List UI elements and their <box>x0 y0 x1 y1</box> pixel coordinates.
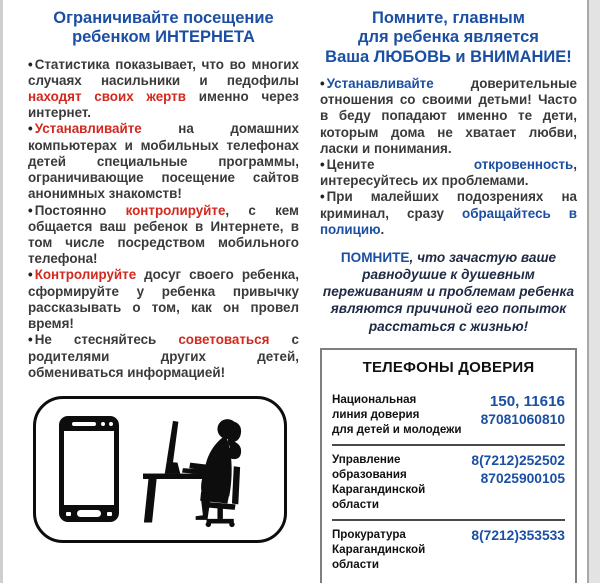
bullet-text: . <box>380 221 385 237</box>
phone-bottom-dot-left <box>66 512 71 516</box>
bullet-text: с родителями других детей, обмениваться информацией! <box>28 332 299 380</box>
bullet-highlight: Контролируйте <box>34 267 137 283</box>
hotline-label: Управление образования Карагандинской области <box>331 452 426 512</box>
reminder-lead: ПОМНИТЕ <box>340 250 410 266</box>
child-at-computer-icon <box>143 406 261 532</box>
bullet-item <box>28 57 299 122</box>
hotline-numbers <box>471 527 565 572</box>
leaflet-page <box>3 0 587 583</box>
hotline-number: 8(7212)252502 <box>471 452 565 468</box>
bullet-marker: • <box>28 121 33 137</box>
right-bullet-list <box>320 76 577 238</box>
bullet-item <box>28 267 299 332</box>
bullet-item <box>320 189 577 238</box>
bullet-marker: • <box>28 267 33 283</box>
hotlines-box <box>320 348 577 583</box>
hotlines-title: ТЕЛЕФОНЫ ДОВЕРИЯ <box>362 358 535 376</box>
bullet-highlight: контролируйте <box>125 202 226 218</box>
bullet-marker: • <box>319 156 325 172</box>
bullet-marker: • <box>28 56 33 72</box>
hotline-row <box>332 444 565 519</box>
hotline-number: 150, 11616 <box>489 392 565 410</box>
bullet-highlight: находят своих жертв <box>28 89 186 105</box>
bullet-text: , интересуйтесь их проблемами. <box>319 156 577 189</box>
bullet-text: именно через интернет. <box>28 89 299 121</box>
bullet-text: Статистика показывает, что во многих случаях насильники и педофилы <box>28 56 299 88</box>
bullet-item <box>28 203 299 268</box>
hotline-number: 87081060810 <box>480 412 565 428</box>
phone-speaker <box>72 422 96 426</box>
bullet-text: доверительные отношения со своими детьми! Часто в беду попадают именно те дети, которым дома не хватает любви, ласки и понимания. <box>319 75 577 156</box>
hotline-row <box>332 519 565 579</box>
reminder-paragraph <box>320 249 577 335</box>
bullet-item <box>320 157 577 189</box>
bullet-item <box>28 332 299 381</box>
bullet-text: , с кем общается ваш ребенок в Интернете, в том числе посредством мобильного телефона! <box>28 202 299 267</box>
bullet-text: Не стесняйтесь <box>34 332 179 348</box>
reminder-text: , что зачастую ваше равнодушие к душевным переживаниям и проблемам ребенка являются причиной его попыток расстаться с жизнью! <box>322 250 575 334</box>
hotlines-rows <box>332 386 565 580</box>
bullet-text: При малейших подозрениях на криминал, сразу <box>319 189 577 221</box>
hotline-numbers <box>481 392 565 437</box>
bullet-item <box>28 121 299 202</box>
phone-screen <box>64 431 114 505</box>
bullet-highlight: Устанавливайте <box>34 121 142 137</box>
page-edge-right <box>587 0 600 583</box>
left-column <box>28 9 299 583</box>
phone-home-button <box>77 510 101 517</box>
phone-camera-dot <box>101 422 105 426</box>
bullet-marker: • <box>28 202 33 218</box>
hotline-number: 8(7212)353533 <box>471 528 565 544</box>
bullet-highlight: советоваться <box>178 332 270 348</box>
hotline-numbers <box>471 452 565 512</box>
hotline-label: Прокуратура Карагандинской области <box>331 528 426 572</box>
phone-sensor-dot <box>109 422 113 426</box>
hotline-number: 87025900105 <box>480 470 565 486</box>
left-bullet-list <box>28 57 299 381</box>
right-column-title: Помните, главным для ребенка является Ваша ЛЮБОВЬ и ВНИМАНИЕ! <box>325 9 572 66</box>
bullet-highlight: обращайтесь в полицию <box>319 205 577 237</box>
bullet-marker: • <box>319 75 325 91</box>
bullet-text: Цените <box>326 156 474 172</box>
bullet-text: досуг своего ребенка, сформируйте у ребенка привычку рассказывать о том, как он провел время! <box>28 267 299 332</box>
bullet-text: на домашних компьютерах и мобильных телефонах детей специальные программы, ограничивающие посещение сайтов анонимных знакомств! <box>28 121 299 202</box>
bullet-highlight: откровенность <box>473 156 574 172</box>
hotline-label: Национальная линия доверия для детей и молодежи <box>331 392 462 436</box>
hotline-row <box>332 386 565 444</box>
bullet-marker: • <box>319 189 325 205</box>
bullet-item <box>320 76 577 157</box>
bullet-text: Постоянно <box>34 202 126 218</box>
illustration-box <box>33 396 287 543</box>
left-column-title: Ограничивайте посещение ребенком ИНТЕРНЕТА <box>53 9 274 47</box>
bullet-highlight: Устанавливайте <box>326 75 434 91</box>
phone-bottom-dot-right <box>107 512 112 516</box>
bullet-marker: • <box>28 332 33 348</box>
smartphone-icon <box>59 416 119 522</box>
right-column <box>320 9 577 583</box>
